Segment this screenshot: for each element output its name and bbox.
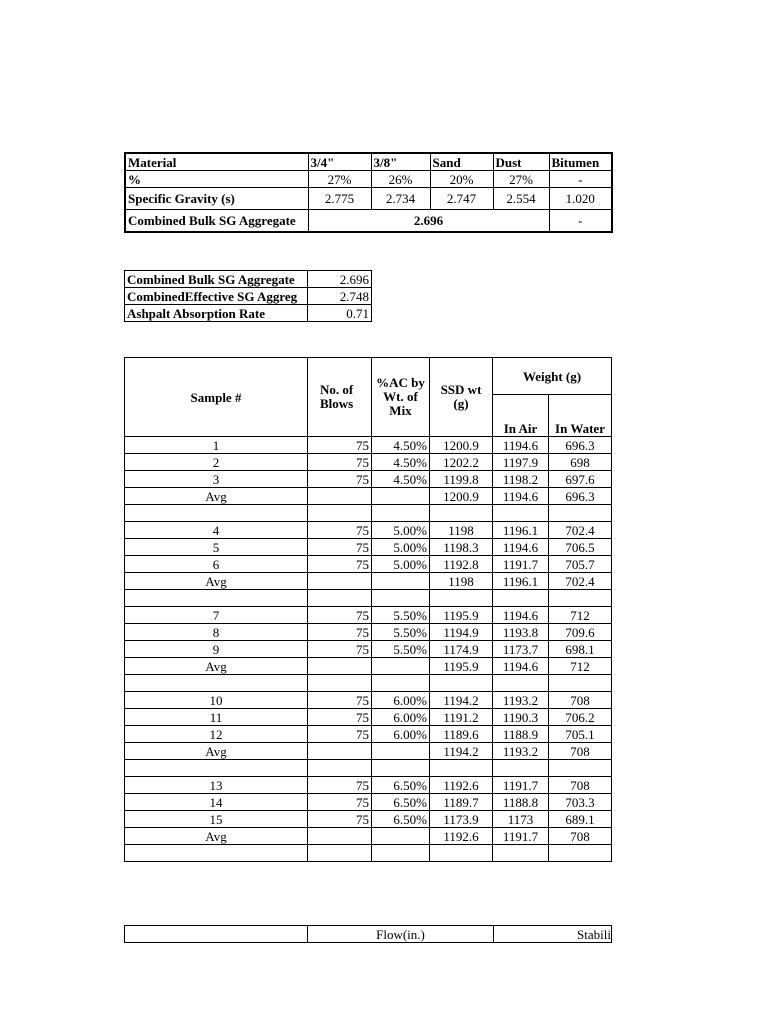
blank-cell — [493, 760, 549, 777]
in-water-cell: 702.4 — [549, 522, 612, 539]
blows-cell: 75 — [308, 709, 372, 726]
sample-number: 7 — [125, 607, 308, 624]
summary-label: Ashpalt Absorption Rate — [125, 305, 308, 322]
ssd-cell: 1173.9 — [430, 811, 493, 828]
table-row — [125, 454, 612, 471]
stability-header: Stabili — [494, 926, 612, 943]
sg-row — [125, 188, 612, 210]
sample-number: Avg — [125, 658, 308, 675]
blank-cell — [125, 845, 308, 862]
blows-cell: 75 — [308, 556, 372, 573]
combined-row — [125, 210, 612, 233]
percent-cell: 27% — [493, 171, 549, 188]
ssd-cell: 1194.2 — [430, 692, 493, 709]
in-air-cell: 1194.6 — [493, 488, 549, 505]
ac-cell: 6.00% — [372, 709, 430, 726]
sample-number: 9 — [125, 641, 308, 658]
in-air-cell: 1188.8 — [493, 794, 549, 811]
sample-number: Avg — [125, 828, 308, 845]
table-row — [125, 607, 612, 624]
material-header-row — [125, 153, 612, 171]
in-air-cell: 1194.6 — [493, 437, 549, 454]
in-water-cell: 708 — [549, 743, 612, 760]
in-water-cell: 705.7 — [549, 556, 612, 573]
ssd-cell: 1200.9 — [430, 488, 493, 505]
blows-cell — [308, 828, 372, 845]
blows-cell: 75 — [308, 641, 372, 658]
blank-cell — [125, 505, 308, 522]
stability-header-row — [125, 926, 612, 943]
ac-cell: 5.00% — [372, 539, 430, 556]
avg-row — [125, 658, 612, 675]
sample-number: Avg — [125, 488, 308, 505]
weight-header: Weight (g) — [493, 358, 612, 395]
in-water-cell: 702.4 — [549, 573, 612, 590]
blank-cell — [549, 505, 612, 522]
in-air-cell: 1194.6 — [493, 658, 549, 675]
spacer-row — [125, 590, 612, 607]
sample-number: 11 — [125, 709, 308, 726]
blows-cell: 75 — [308, 777, 372, 794]
ssd-cell: 1192.6 — [430, 777, 493, 794]
blows-cell — [308, 573, 372, 590]
in-water-cell: 696.3 — [549, 488, 612, 505]
percent-cell: 26% — [371, 171, 430, 188]
ac-cell — [372, 658, 430, 675]
in-water-cell: 706.2 — [549, 709, 612, 726]
sample-number: 6 — [125, 556, 308, 573]
ac-header: %AC by Wt. of Mix — [372, 358, 430, 437]
percent-cell: 20% — [430, 171, 493, 188]
percent-row — [125, 171, 612, 188]
avg-row — [125, 573, 612, 590]
summary-label: CombinedEffective SG Aggreg — [125, 288, 308, 305]
sample-number: 1 — [125, 437, 308, 454]
ac-cell: 5.00% — [372, 522, 430, 539]
ac-cell: 6.50% — [372, 794, 430, 811]
samples-body — [125, 437, 612, 862]
blows-cell: 75 — [308, 794, 372, 811]
in-water-cell: 705.1 — [549, 726, 612, 743]
ac-cell: 6.00% — [372, 726, 430, 743]
spacer-row — [125, 675, 612, 692]
spacer-row — [125, 505, 612, 522]
blank-cell — [549, 845, 612, 862]
blank-cell — [430, 760, 493, 777]
blows-cell: 75 — [308, 454, 372, 471]
ssd-cell: 1192.6 — [430, 828, 493, 845]
table-row — [125, 709, 612, 726]
in-air-cell: 1193.2 — [493, 692, 549, 709]
ssd-cell: 1195.9 — [430, 658, 493, 675]
in-water-header: In Water — [549, 395, 612, 437]
in-air-cell: 1194.6 — [493, 539, 549, 556]
ac-cell — [372, 743, 430, 760]
combined-bitumen: - — [549, 210, 612, 233]
ac-cell: 5.50% — [372, 641, 430, 658]
sample-number: 5 — [125, 539, 308, 556]
ssd-cell: 1198 — [430, 522, 493, 539]
sample-number: 8 — [125, 624, 308, 641]
blows-cell: 75 — [308, 607, 372, 624]
blank-cell — [372, 505, 430, 522]
blows-cell: 75 — [308, 522, 372, 539]
avg-row — [125, 743, 612, 760]
blank-cell — [308, 760, 372, 777]
ac-cell: 6.00% — [372, 692, 430, 709]
flow-header: Flow(in.) — [308, 926, 494, 943]
ac-cell — [372, 573, 430, 590]
sample-number: 14 — [125, 794, 308, 811]
sg-cell: 1.020 — [549, 188, 612, 210]
in-water-cell: 706.5 — [549, 539, 612, 556]
sg-cell: 2.775 — [308, 188, 371, 210]
in-air-cell: 1173.7 — [493, 641, 549, 658]
blank-cell — [430, 505, 493, 522]
ac-cell: 6.50% — [372, 811, 430, 828]
blank-cell — [549, 760, 612, 777]
blows-header: No. of Blows — [308, 358, 372, 437]
ssd-cell: 1189.6 — [430, 726, 493, 743]
blows-cell: 75 — [308, 726, 372, 743]
sample-number: 15 — [125, 811, 308, 828]
blank-cell — [308, 845, 372, 862]
ssd-cell: 1194.2 — [430, 743, 493, 760]
table-row — [125, 522, 612, 539]
in-air-cell: 1190.3 — [493, 709, 549, 726]
table-row — [125, 471, 612, 488]
sample-number: 3 — [125, 471, 308, 488]
ac-cell — [372, 488, 430, 505]
ssd-cell: 1202.2 — [430, 454, 493, 471]
summary-row — [125, 305, 372, 322]
blows-cell: 75 — [308, 437, 372, 454]
in-air-cell: 1196.1 — [493, 522, 549, 539]
percent-cell: 27% — [308, 171, 371, 188]
table-row — [125, 437, 612, 454]
material-header: Bitumen — [549, 153, 612, 171]
row-label: % — [125, 171, 308, 188]
blank-cell — [125, 760, 308, 777]
ssd-cell: 1174.9 — [430, 641, 493, 658]
sample-number: 2 — [125, 454, 308, 471]
row-label: Combined Bulk SG Aggregate — [125, 210, 308, 233]
in-air-cell: 1194.6 — [493, 607, 549, 624]
in-air-header: In Air — [493, 395, 549, 437]
in-water-cell: 712 — [549, 658, 612, 675]
avg-row — [125, 828, 612, 845]
blank-cell — [430, 675, 493, 692]
sample-number: 10 — [125, 692, 308, 709]
blank-cell — [549, 590, 612, 607]
summary-table — [124, 270, 372, 322]
sample-number: 12 — [125, 726, 308, 743]
blank-cell — [430, 590, 493, 607]
material-header: Material — [125, 153, 308, 171]
blank-cell — [493, 845, 549, 862]
table-row — [125, 777, 612, 794]
ssd-header: SSD wt (g) — [430, 358, 493, 437]
in-water-cell: 708 — [549, 828, 612, 845]
in-air-cell: 1193.8 — [493, 624, 549, 641]
sample-number: 4 — [125, 522, 308, 539]
ssd-cell: 1195.9 — [430, 607, 493, 624]
sample-number: 13 — [125, 777, 308, 794]
in-water-cell: 709.6 — [549, 624, 612, 641]
summary-value: 0.71 — [308, 305, 372, 322]
sg-cell: 2.734 — [371, 188, 430, 210]
sample-header: Sample # — [125, 358, 308, 437]
table-row — [125, 726, 612, 743]
in-air-cell: 1197.9 — [493, 454, 549, 471]
blows-cell — [308, 658, 372, 675]
in-water-cell: 697.6 — [549, 471, 612, 488]
in-air-cell: 1173 — [493, 811, 549, 828]
in-water-cell: 708 — [549, 777, 612, 794]
table-row — [125, 794, 612, 811]
blows-cell — [308, 743, 372, 760]
spacer-row — [125, 760, 612, 777]
ac-cell: 4.50% — [372, 454, 430, 471]
blows-cell: 75 — [308, 811, 372, 828]
material-header: 3/4" — [308, 153, 371, 171]
spacer-row — [125, 845, 612, 862]
avg-row — [125, 488, 612, 505]
table-row — [125, 641, 612, 658]
summary-row — [125, 271, 372, 288]
in-water-cell: 698.1 — [549, 641, 612, 658]
blank-cell — [308, 505, 372, 522]
in-water-cell: 703.3 — [549, 794, 612, 811]
blank-cell — [493, 590, 549, 607]
ssd-cell: 1198 — [430, 573, 493, 590]
ssd-cell: 1198.3 — [430, 539, 493, 556]
table-row — [125, 539, 612, 556]
blows-cell: 75 — [308, 624, 372, 641]
material-table — [124, 152, 613, 233]
ac-cell: 5.50% — [372, 607, 430, 624]
blank-cell — [493, 505, 549, 522]
sg-cell: 2.554 — [493, 188, 549, 210]
ssd-cell: 1191.2 — [430, 709, 493, 726]
combined-value: 2.696 — [308, 210, 549, 233]
blank-cell — [549, 675, 612, 692]
ac-cell: 6.50% — [372, 777, 430, 794]
summary-value: 2.696 — [308, 271, 372, 288]
blows-cell: 75 — [308, 471, 372, 488]
table-row — [125, 624, 612, 641]
blank-cell — [125, 675, 308, 692]
stability-table — [124, 925, 612, 943]
blank-cell — [125, 590, 308, 607]
blank-cell — [372, 675, 430, 692]
summary-value: 2.748 — [308, 288, 372, 305]
blank-cell — [125, 926, 308, 943]
ac-cell: 5.00% — [372, 556, 430, 573]
table-row — [125, 692, 612, 709]
in-air-cell: 1191.7 — [493, 777, 549, 794]
in-air-cell: 1198.2 — [493, 471, 549, 488]
in-water-cell: 712 — [549, 607, 612, 624]
in-water-cell: 696.3 — [549, 437, 612, 454]
material-header: Sand — [430, 153, 493, 171]
in-air-cell: 1196.1 — [493, 573, 549, 590]
in-water-cell: 689.1 — [549, 811, 612, 828]
ac-cell — [372, 828, 430, 845]
material-header: 3/8" — [371, 153, 430, 171]
samples-header-row — [125, 358, 612, 395]
table-row — [125, 556, 612, 573]
in-air-cell: 1191.7 — [493, 828, 549, 845]
blank-cell — [372, 590, 430, 607]
in-air-cell: 1193.2 — [493, 743, 549, 760]
blank-cell — [430, 845, 493, 862]
ac-cell: 4.50% — [372, 471, 430, 488]
in-air-cell: 1191.7 — [493, 556, 549, 573]
sample-number: Avg — [125, 573, 308, 590]
in-water-cell: 708 — [549, 692, 612, 709]
ac-cell: 4.50% — [372, 437, 430, 454]
sg-cell: 2.747 — [430, 188, 493, 210]
summary-label: Combined Bulk SG Aggregate — [125, 271, 308, 288]
blows-cell — [308, 488, 372, 505]
blank-cell — [372, 760, 430, 777]
summary-row — [125, 288, 372, 305]
ssd-cell: 1200.9 — [430, 437, 493, 454]
row-label: Specific Gravity (s) — [125, 188, 308, 210]
in-water-cell: 698 — [549, 454, 612, 471]
blank-cell — [493, 675, 549, 692]
sample-number: Avg — [125, 743, 308, 760]
ac-cell: 5.50% — [372, 624, 430, 641]
blows-cell: 75 — [308, 539, 372, 556]
percent-cell: - — [549, 171, 612, 188]
ssd-cell: 1194.9 — [430, 624, 493, 641]
samples-table — [124, 357, 612, 862]
blank-cell — [308, 590, 372, 607]
ssd-cell: 1189.7 — [430, 794, 493, 811]
blank-cell — [308, 675, 372, 692]
material-header: Dust — [493, 153, 549, 171]
table-row — [125, 811, 612, 828]
blows-cell: 75 — [308, 692, 372, 709]
ssd-cell: 1192.8 — [430, 556, 493, 573]
in-air-cell: 1188.9 — [493, 726, 549, 743]
blank-cell — [372, 845, 430, 862]
ssd-cell: 1199.8 — [430, 471, 493, 488]
